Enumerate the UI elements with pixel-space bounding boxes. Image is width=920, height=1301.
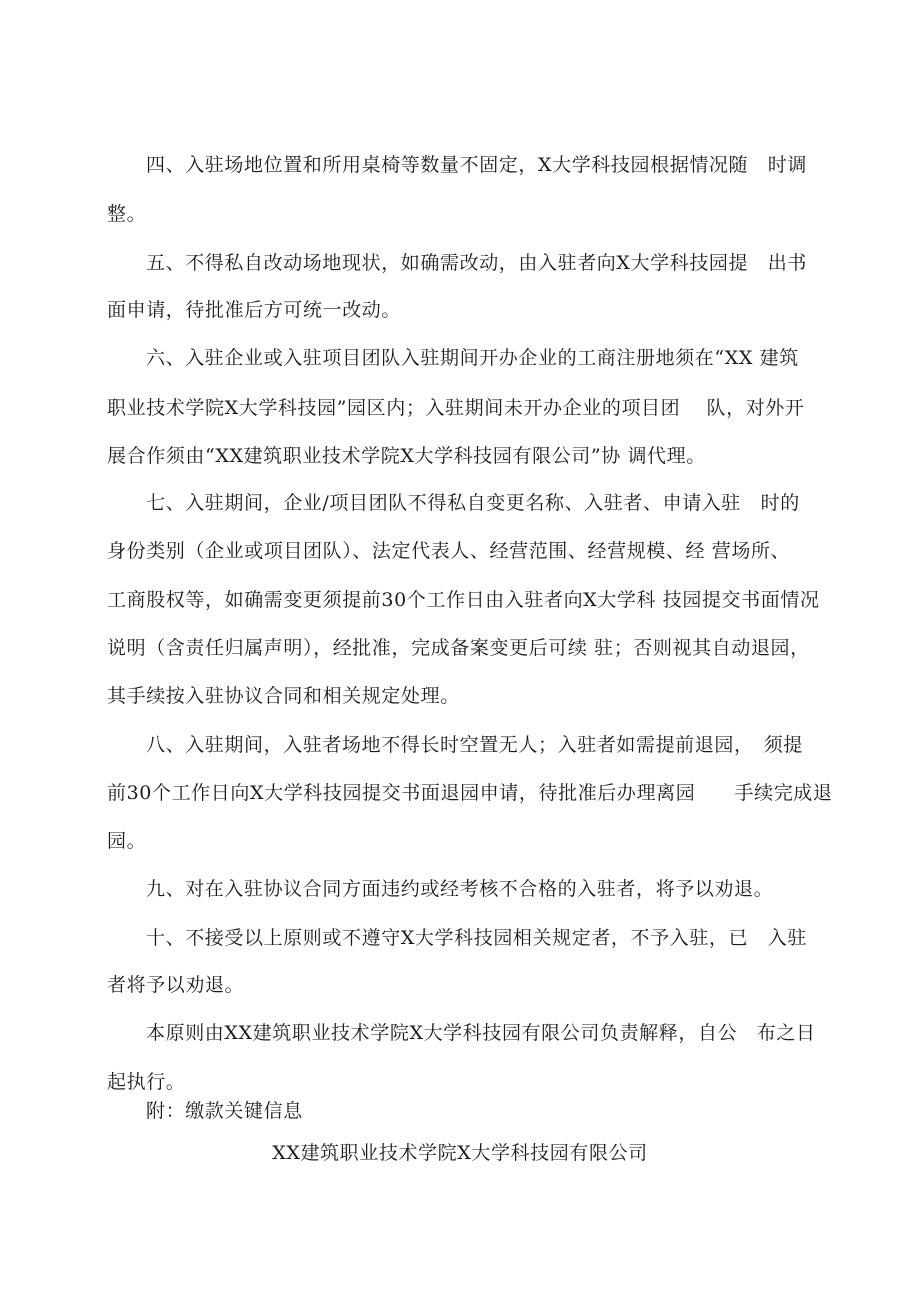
para-6-line-3: 展合作须由“XX建筑职业技术学院X大学科技园有限公司”协 调代理。 (107, 445, 706, 467)
para-6-line-2: 职业技术学院X大学科技园”园区内；入驻期间未开办企业的项目团 队，对外开 (107, 397, 805, 419)
para-5-line-2: 面申请，待批准后方可统一改动。 (107, 299, 402, 321)
para-8-line-3: 园。 (107, 830, 147, 852)
para-7-line-5: 其手续按入驻协议合同和相关规定处理。 (107, 685, 460, 707)
para-7-line-3: 工商股权等，如确需变更须提前30个工作日由入驻者向X大学科 技园提交书面情况 (107, 589, 820, 611)
para-4-line-2: 整。 (107, 203, 147, 225)
para-7-line-2: 身份类别（企业或项目团队）、法定代表人、经营范围、经营规模、经 营场所、 (107, 540, 791, 562)
para-7-line-4: 说明（含责任归属声明），经批准，完成备案变更后可续 驻；否则视其自动退园， (107, 637, 810, 659)
company-signature: XX建筑职业技术学院X大学科技园有限公司 (272, 1142, 648, 1164)
para-10-line-1: 十、不接受以上原则或不遵守X大学科技园相关规定者，不予入驻，已 入驻 (146, 927, 807, 949)
attachment-note: 附：缴款关键信息 (146, 1100, 303, 1122)
para-5-line-1: 五、不得私自改动场地现状，如确需改动，由入驻者向X大学科技园提 出书 (146, 252, 807, 274)
para-9-line-1: 九、对在入驻协议合同方面违约或经考核不合格的入驻者，将予以劝退。 (146, 878, 774, 900)
closing-line-2: 起执行。 (107, 1071, 186, 1093)
para-6-line-1: 六、入驻企业或入驻项目团队入驻期间开办企业的工商注册地须在“XX 建筑 (146, 347, 799, 369)
closing-line-1: 本原则由XX建筑职业技术学院X大学科技园有限公司负责解释，自公 布之日 (146, 1022, 816, 1044)
para-8-line-1: 八、入驻期间，入驻者场地不得长时空置无人；入驻者如需提前退园， 须提 (146, 734, 803, 756)
para-4-line-1: 四、入驻场地位置和所用桌椅等数量不固定，X大学科技园根据情况随 时调 (146, 154, 807, 176)
para-10-line-2: 者将予以劝退。 (107, 974, 245, 996)
para-8-line-2: 前30个工作日向X大学科技园提交书面退园申请，待批准后办理离园 手续完成退 (107, 782, 833, 804)
para-7-line-1: 七、入驻期间，企业/项目团队不得私自变更名称、入驻者、申请入驻 时的 (146, 492, 800, 514)
